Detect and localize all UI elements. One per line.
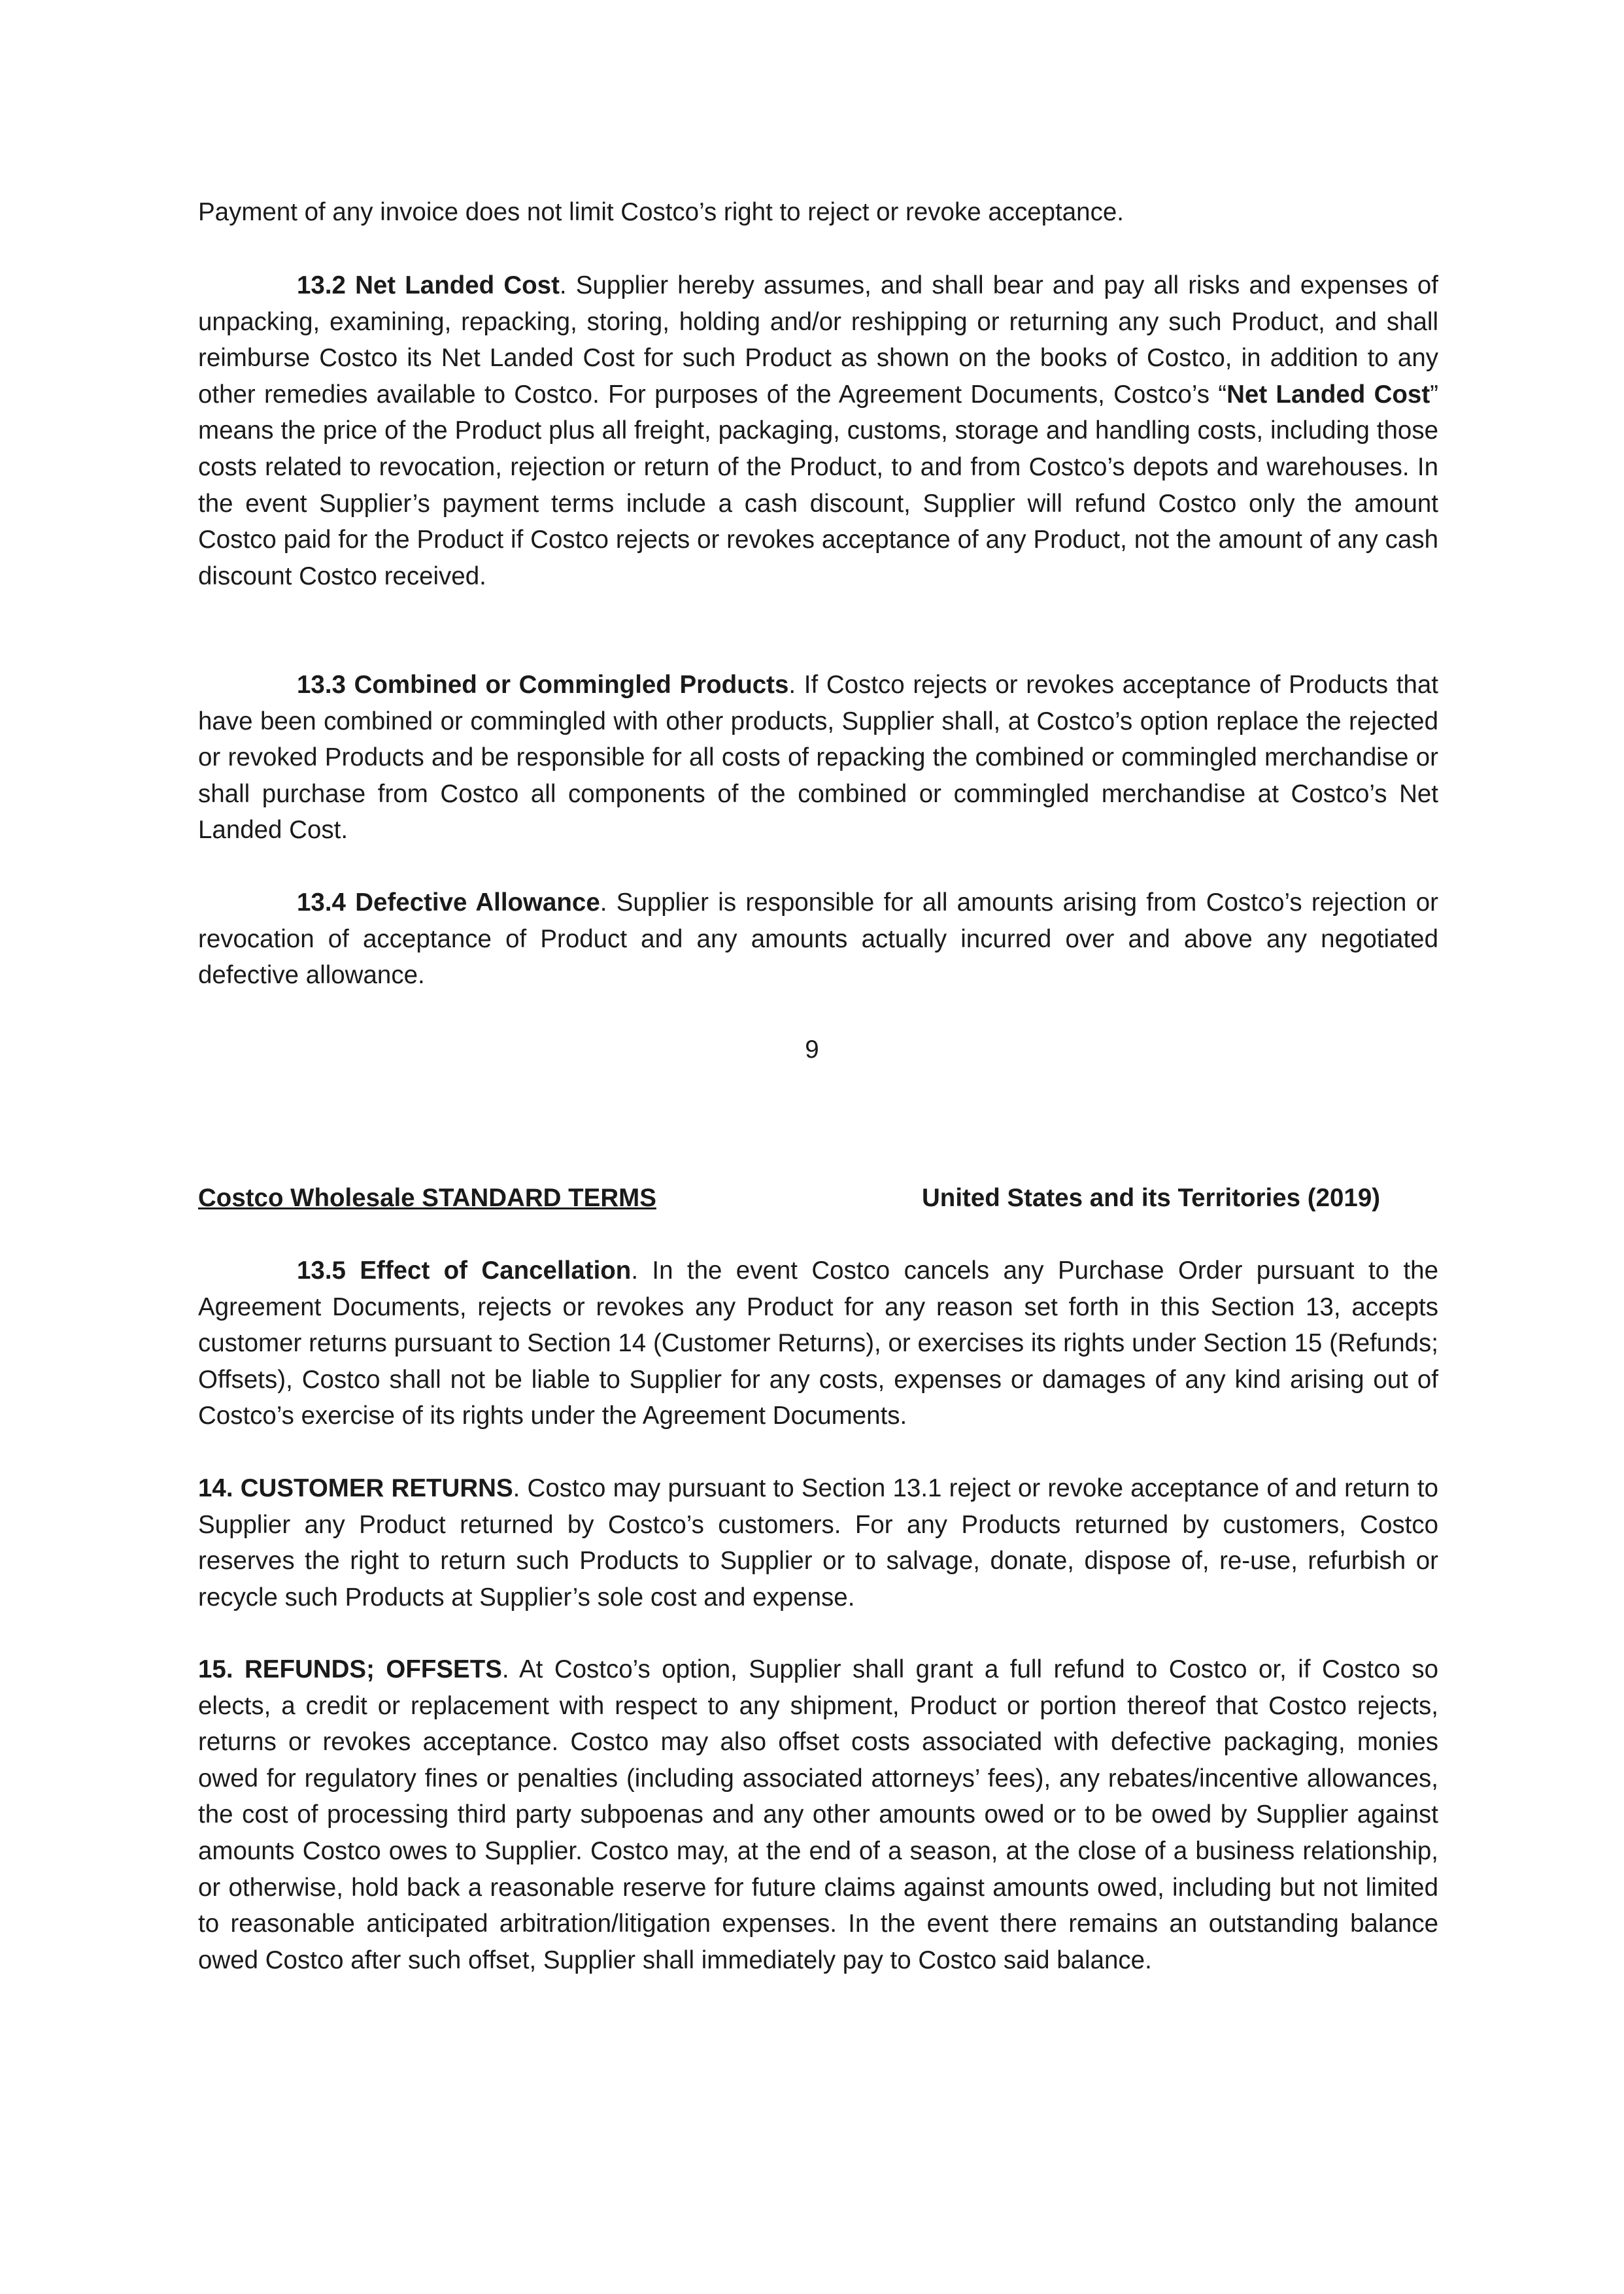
section-15 <box>198 1651 1438 1978</box>
section-13-4-paragraph <box>198 885 1438 994</box>
section-13-4-heading: 13.4 Defective Allowance <box>297 888 600 917</box>
section-13-2-text-a: . Supplier hereby assumes, and shall bear and pay all risks and expenses of unpacking, examining, repacking, storing, holding and/or reshipping or returning any such Product, and shall reimburse Costco its Net Landed Cost for such Product as shown on the books of Costco, in addition to any other remedies available to Costco. For purposes of the Agreement Documents, Costco’s “ <box>198 271 1438 409</box>
top-line-text: Payment of any invoice does not limit Costco’s right to reject or revoke acceptance. <box>198 198 1124 226</box>
section-13-2-text-b: ” means the price of the Product plus all freight, packaging, customs, storage and handling costs, including those costs related to revocation, rejection or return of the Product, to and from Costco’s depots and warehouses. In the event Supplier’s payment terms include a cash discount, Supplier will refund Costco only the amount Costco paid for the Product if Costco rejects or revokes acceptance of any Product, not the amount of any cash discount Costco received. <box>198 380 1438 590</box>
section-13-2-heading: 13.2 Net Landed Cost <box>297 271 560 299</box>
section-13-5-heading: 13.5 Effect of Cancellation <box>297 1257 632 1285</box>
section-14-paragraph <box>198 1470 1438 1615</box>
section-14 <box>198 1470 1438 1615</box>
payment-invoice-line <box>198 194 1438 231</box>
section-13-3-text: . If Costco rejects or revokes acceptance of Products that have been combined or commingled with other products, Supplier shall, at Costco’s option replace the rejected or revoked Products and be responsible for all costs of repacking the combined or commingled merchandise or shall purchase from Costco all components of the combined or commingled merchandise at Costco’s Net Landed Cost. <box>198 671 1439 845</box>
section-13-3-heading: 13.3 Combined or Commingled Products <box>297 671 789 699</box>
section-14-text: . Costco may pursuant to Section 13.1 reject or revoke acceptance of and return to Supplier any Product returned by Costco’s customers. For any Products returned by customers, Costco reserves the right to return such Products to Supplier or to salvage, donate, dispose of, re-use, refurbish or recycle such Products at Supplier’s sole cost and expense. <box>198 1474 1438 1611</box>
section-15-text: . At Costco’s option, Supplier shall grant a full refund to Costco or, if Costco so elects, a credit or replacement with respect to any shipment, Product or portion thereof that Costco rejects, returns or revokes acceptance. Costco may also offset costs associated with defective packaging, monies owed for regulatory fines or penalties (including associated attorneys’ fees), any rebates/incentive allowances, the cost of processing third party subpoenas and any other amounts owed or to be owed by Supplier against amounts Costco owes to Supplier. Costco may, at the end of a season, at the close of a business relationship, or otherwise, hold back a reasonable reserve for future claims against amounts owed, including but not limited to reasonable anticipated arbitration/litigation expenses. In the event there remains an outstanding balance owed Costco after such offset, Supplier shall immediately pay to Costco said balance. <box>198 1655 1438 1974</box>
section-14-heading: 14. CUSTOMER RETURNS <box>198 1474 513 1502</box>
section-13-4 <box>198 885 1438 994</box>
section-13-3 <box>198 667 1438 849</box>
header-document-title: Costco Wholesale STANDARD TERMS <box>198 1184 656 1212</box>
section-13-2 <box>198 267 1438 594</box>
section-13-5 <box>198 1253 1438 1434</box>
section-13-5-paragraph <box>198 1253 1438 1434</box>
section-13-2-paragraph <box>198 267 1438 594</box>
section-13-5-text: . In the event Costco cancels any Purchase Order pursuant to the Agreement Documents, rejects or revokes any Product for any reason set forth in this Section 13, accepts customer returns pursuant to Section 14 (Customer Returns), or exercises its rights under Section 15 (Refunds; Offsets), Costco shall not be liable to Supplier for any costs, expenses or damages of any kind arising out of Costco’s exercise of its rights under the Agreement Documents. <box>198 1257 1438 1430</box>
section-15-heading: 15. REFUNDS; OFFSETS <box>198 1655 502 1683</box>
page-number: 9 <box>805 1036 819 1064</box>
section-13-4-text: . Supplier is responsible for all amounts arising from Costco’s rejection or revocation of acceptance of Product and any amounts actually incurred over and above any negotiated defective allowance. <box>198 888 1438 990</box>
section-13-3-paragraph <box>198 667 1438 849</box>
section-15-paragraph <box>198 1651 1438 1978</box>
header-territory: United States and its Territories (2019) <box>922 1184 1381 1212</box>
net-landed-cost-term: Net Landed Cost <box>1226 380 1430 409</box>
